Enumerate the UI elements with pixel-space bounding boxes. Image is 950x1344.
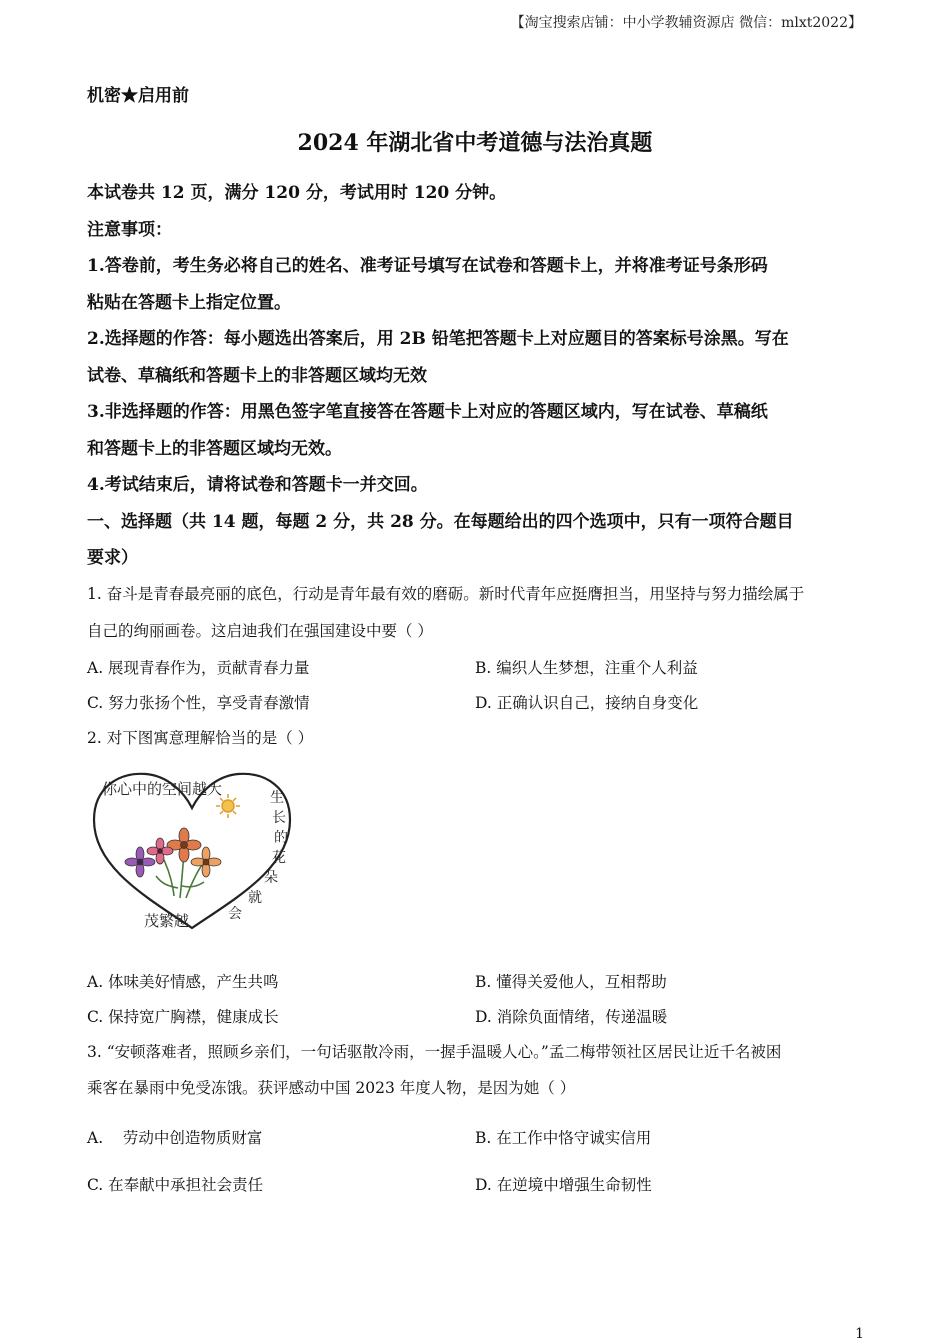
classification-label: 机密★启用前 — [87, 86, 189, 106]
question-3-option-b: B. 在工作中恪守诚实信用 — [475, 1129, 652, 1147]
question-1-option-b: B. 编织人生梦想，注重个人利益 — [475, 659, 698, 677]
slogan-part: 你心中的空间越大 — [102, 780, 223, 798]
question-2-stem: 2. 对下图寓意理解恰当的是（ ） — [87, 729, 314, 747]
notice-line: 3.非选择题的作答：用黑色签字笔直接答在答题卡上对应的答题区域内，写在试卷、草稿纸 — [87, 402, 768, 422]
header-note: 【淘宝搜索店铺：中小学教辅资源店 微信：mlxt2022】 — [510, 15, 862, 31]
question-1-option-d: D. 正确认识自己，接纳自身变化 — [475, 694, 699, 712]
exam-info: 本试卷共 12 页，满分 120 分，考试用时 120 分钟。 — [87, 183, 507, 203]
question-2-option-c: C. 保持宽广胸襟，健康成长 — [87, 1008, 279, 1026]
notice-line: 和答题卡上的非答题区域均无效。 — [87, 439, 342, 459]
page-number: 1 — [855, 1326, 864, 1342]
page-title: 2024 年湖北省中考道德与法治真题 — [297, 130, 653, 156]
question-3-option-d: D. 在逆境中增强生命韧性 — [475, 1176, 652, 1194]
section-heading-cont: 要求） — [87, 548, 138, 568]
notice-heading: 注意事项： — [87, 220, 172, 240]
notice-line: 2.选择题的作答：每小题选出答案后，用 2B 铅笔把答题卡上对应题目的答案标号涂黑。写在 — [87, 329, 789, 349]
question-2-option-d: D. 消除负面情绪，传递温暖 — [475, 1008, 668, 1026]
heart-slogan-bottom: 茂繁越 — [144, 912, 190, 930]
question-1-stem: 1. 奋斗是青春最亮丽的底色，行动是青年最有效的磨砺。新时代青年应挺膺担当，用坚持与努力描绘属于 — [87, 585, 805, 603]
heart-slogan-side: 生长 的花 朵就 会 — [228, 790, 288, 922]
question-1-option-c: C. 努力张扬个性，享受青春激情 — [87, 694, 310, 712]
notice-line: 4.考试结束后，请将试卷和答题卡一并交回。 — [87, 475, 428, 495]
notice-line: 粘贴在答题卡上指定位置。 — [87, 293, 291, 313]
question-2-option-a: A. 体味美好情感，产生共鸣 — [87, 973, 279, 991]
heart-flower-illustration — [88, 758, 296, 934]
section-heading: 一、选择题（共 14 题，每题 2 分，共 28 分。在每题给出的四个选项中，只有一项符合题目 — [87, 512, 794, 532]
question-3-option-a: A. 劳动中创造物质财富 — [87, 1129, 263, 1147]
question-1-stem-cont: 自己的绚丽画卷。这启迪我们在强国建设中要（ ） — [87, 622, 433, 640]
notice-line: 1.答卷前，考生务必将自己的姓名、准考证号填写在试卷和答题卡上，并将准考证号条形码 — [87, 256, 768, 276]
flower-cluster — [125, 828, 221, 877]
question-2-option-b: B. 懂得关爱他人，互相帮助 — [475, 973, 667, 991]
notice-line: 试卷、草稿纸和答题卡上的非答题区域均无效 — [87, 366, 427, 386]
question-3-stem: 3. “安顿落难者，照顾乡亲们，一句话驱散冷雨，一握手温暖人心。”孟二梅带领社区居民让近千名被困 — [87, 1043, 782, 1061]
heart-slogan — [102, 780, 222, 798]
question-1-option-a: A. 展现青春作为，贡献青春力量 — [87, 659, 310, 677]
question-3-option-c: C. 在奉献中承担社会责任 — [87, 1176, 264, 1194]
question-3-stem-cont: 乘客在暴雨中免受冻饿。获评感动中国 2023 年度人物，是因为她（ ） — [87, 1079, 576, 1097]
